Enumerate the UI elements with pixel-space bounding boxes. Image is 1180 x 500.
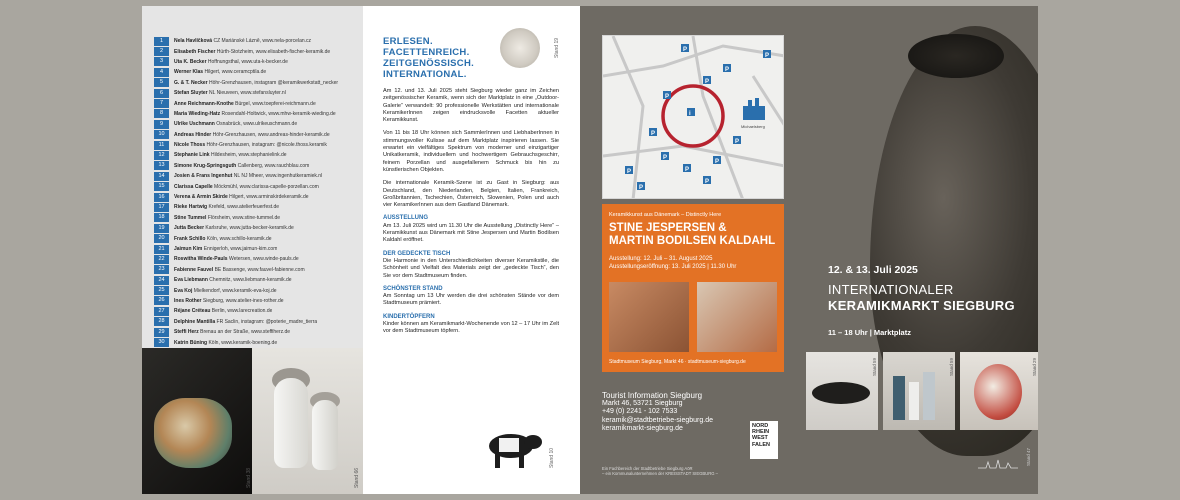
tourist-info [602, 392, 713, 433]
stand-number-badge: 17 [154, 203, 169, 212]
svg-text:P: P [705, 79, 710, 85]
exhibitor-text [174, 69, 266, 75]
exhibitor-text [174, 267, 305, 273]
exhibitor-info: Chemnitz, www.liebmann-keramik.de [209, 277, 292, 284]
exhibitor-info: Flörsheim, www.stine-tummel.de [207, 214, 281, 221]
exhibitor-text [174, 246, 277, 252]
svg-text:P: P [627, 169, 632, 175]
section-title: SCHÖNSTER STAND [383, 285, 443, 292]
hours-paragraph: Von 11 bis 18 Uhr können sich SammlerInnen und LiebhaberInnen in stimmungsvoller Kulisse auf dem Marktplatz inspirieren lassen. Sie erwartet ein vielfältiges Spektrum von moderner und einzigartiger Unikatkeramik, individuellem und hochwertigem Gebrauchsgeschirr, feinem Porzellan und ausgefallenem Schmuck bis hin zu künstlerischen Objekten. [383, 130, 559, 173]
tapir-figurine [483, 424, 543, 474]
exhibition-address: Stadtmuseum Siegburg, Markt 46 · stadtmuseum-siegburg.de [609, 359, 746, 365]
thumbnail-painted-jar [960, 352, 1038, 430]
stand-label: Stand 59 [872, 357, 877, 376]
exhibitor-name: Jaimun Kim [174, 246, 203, 252]
city-map [602, 35, 784, 199]
exhibitor-text [174, 225, 294, 231]
exhibitor-row [154, 213, 359, 223]
svg-text:P: P [715, 159, 720, 165]
exhibitor-text [174, 49, 330, 55]
exhibitor-info: FR Saclin, instagram: @poterie_madre_tierra [216, 318, 318, 325]
stand-number-badge: 16 [154, 193, 169, 202]
exhibitor-text [174, 319, 317, 325]
stand-number-badge: 9 [154, 120, 169, 129]
exhibitor-info: Köln, www.schillo-keramik.de [206, 235, 272, 242]
stand-number-badge: 4 [154, 68, 169, 77]
svg-text:P: P [765, 53, 770, 59]
exhibitor-row [154, 78, 359, 88]
exhibitor-row [154, 192, 359, 202]
stand-number-badge: 2 [154, 47, 169, 56]
stand-number-badge: 6 [154, 89, 169, 98]
exhibitor-name: Stefan Sluyter [174, 90, 208, 97]
exhibitor-info: Ennigerloh, www.jaimun-kim.com [203, 246, 278, 252]
exhibitor-row [154, 265, 359, 275]
exhibition-title [609, 222, 775, 248]
exhibitor-info: Siegburg, www.atelier-ines-rother.de [202, 297, 284, 304]
stand-number-badge: 15 [154, 182, 169, 191]
exhibitor-row [154, 36, 359, 46]
exhibitor-row [154, 233, 359, 243]
event-title-line: INTERNATIONALER [828, 282, 954, 297]
exhibitor-info: Höhr-Grenzhausen, instagram: @nicole.thoss.keramik [206, 142, 327, 149]
exhibitor-info: NL NJ Mheer, www.ingenhutkeramiek.nl [233, 173, 323, 180]
exhibitor-info: Hoffnungsthal, www.uta-k-becker.de [207, 58, 288, 65]
exhibitor-info: Bürgel, www.toepferei-reichmann.de [235, 100, 316, 107]
exhibitor-row [154, 46, 359, 56]
svg-text:P: P [725, 67, 730, 73]
event-date: 12. & 13. Juli 2025 [828, 264, 918, 276]
map-label: Michaelsberg [741, 124, 765, 129]
exhibitor-name: Fabienne Fauvel [174, 266, 214, 273]
exhibitor-row [154, 171, 359, 181]
exhibition-title-line: STINE JESPERSEN & [609, 222, 727, 234]
exhibitor-text [174, 111, 336, 117]
tourist-email[interactable]: keramik@stadtbetriebe-siegburg.de [602, 416, 713, 424]
stand-number-badge: 23 [154, 265, 169, 274]
svg-text:P: P [651, 131, 656, 137]
exhibitor-text [174, 173, 322, 179]
exhibitor-name: Eva Liebmann [174, 277, 208, 284]
stand-label: Stand 19 [554, 37, 560, 58]
exhibitor-row [154, 109, 359, 119]
stand-number-badge: 26 [154, 296, 169, 305]
stand-number-badge: 18 [154, 213, 169, 222]
exhibitor-name: Ines Rother [174, 297, 202, 304]
exhibitor-text [174, 90, 286, 96]
exhibitor-name: Réjane Créteau [174, 308, 211, 315]
exhibitor-name: Josien & Frans Ingenhut [174, 173, 233, 180]
event-title [828, 282, 1015, 314]
tourist-website[interactable]: keramikmarkt-siegburg.de [602, 424, 683, 432]
exhibitor-info: Hildesheim, www.stephanielink.de [210, 152, 287, 159]
stand-label: Stand 38 [246, 467, 252, 488]
exhibition-dates-line: Ausstellung: 12. Juli – 31. August 2025 [609, 256, 713, 262]
exhibitor-name: Maria Wieding-Hatz [174, 110, 221, 117]
exhibitor-text [174, 121, 297, 127]
stand-number-badge: 1 [154, 37, 169, 46]
porcelain-vessel [274, 378, 308, 468]
exhibitor-row [154, 161, 359, 171]
exhibitor-text [174, 80, 338, 86]
international-paragraph: Die internationale Keramik-Szene ist zu Gast in Siegburg: aus Deutschland, den Niederlanden, Belgien, Italien, Frankreich, Großbritannien, Tschechien, Österreich, Slowenien, Polen und auch vier KeramikerInnen aus dem Gastland Dänemark. [383, 180, 559, 209]
exhibitor-info: Callenberg, www.rauchblau.com [237, 162, 310, 169]
exhibitor-info: BE Bassenge, www.fauvel-fabienne.com [214, 266, 305, 273]
stand-number-badge: 20 [154, 234, 169, 243]
exhibitor-info: Hürth-Stotzheim, www.elisabeth-fischer-keramik.de [216, 48, 331, 55]
exhibitor-panel [142, 6, 363, 494]
event-title-line: KERAMIKMARKT SIEGBURG [828, 298, 1015, 313]
stand-label: Stand 59 [949, 357, 954, 376]
svg-text:P: P [665, 94, 670, 100]
stand-number-badge: 5 [154, 78, 169, 87]
exhibitor-row [154, 327, 359, 337]
stand-label: Stand 10 [549, 447, 555, 468]
thumbnail-dark-bowl [806, 352, 878, 430]
nrw-logo: NORD RHEIN WEST FALEN [750, 421, 778, 459]
map-drawing [603, 36, 784, 199]
exhibitor-name: Uta K. Becker [174, 58, 207, 65]
section-text: Am 13. Juli 2025 wird um 11.30 Uhr die Ausstellung „Distinctly Here“ – Keramikkunst aus Dänemark mit Stine Jespersen und Martin Bodilsen Kaldahl eröffnet. [383, 222, 559, 244]
tourist-phone: +49 (0) 2241 - 102 7533 [602, 408, 678, 416]
exhibitor-text [174, 236, 272, 242]
svg-text:P: P [683, 47, 688, 53]
exhibitor-info: Möckmühl, www.clarissa-capelle-porzellan.com [214, 183, 319, 190]
stand-number-badge: 3 [154, 57, 169, 66]
exhibitor-row [154, 98, 359, 108]
exhibitor-row [154, 119, 359, 129]
exhibitor-text [174, 163, 309, 169]
exhibitor-text [174, 256, 299, 262]
thumbnail-vases [883, 352, 955, 430]
section-text: Am Sonntag um 13 Uhr werden die drei schönsten Stände vor dem Stadtmuseum prämiert. [383, 293, 559, 307]
section-title: DER GEDECKTE TISCH [383, 250, 451, 257]
svg-text:P: P [705, 179, 710, 185]
exhibition-box [602, 204, 784, 372]
exhibitor-text [174, 329, 290, 335]
headline: ERLESEN. FACETTENREICH. ZEITGENÖSSISCH. INTERNATIONAL. [383, 36, 475, 80]
exhibitor-name: Rieke Hartwig [174, 204, 208, 211]
svg-text:P: P [663, 155, 668, 161]
exhibitor-info: Osnabrück, www.ulrikeuschmann.de [216, 121, 298, 128]
exhibitor-info: NL Nieuveen, www.stefansluyter.nl [209, 90, 286, 97]
exhibitor-name: Andreas Hinder [174, 131, 212, 138]
exhibitor-row [154, 140, 359, 150]
body-text [383, 88, 559, 342]
exhibitor-info: Höhr-Grenzhausen, www.andreas-hinder-keramik.de [212, 131, 330, 138]
exhibitor-row [154, 223, 359, 233]
exhibitor-info: Karlsruhe, www.jutta-becker-keramik.de [205, 225, 294, 232]
exhibitor-row [154, 296, 359, 306]
exhibitor-text [174, 101, 316, 107]
section-title: KINDERTÖPFERN [383, 313, 435, 320]
exhibition-subtitle: Keramikkunst aus Dänemark – Distinctly Here [609, 212, 722, 218]
exhibitor-row [154, 306, 359, 316]
exhibitor-name: Roswitha Winde-Pauls [174, 256, 228, 263]
exhibitor-name: Simone Krug-Springsguth [174, 162, 237, 169]
exhibitor-info: Höhr-Grenzhausen, instagram @keramikwerkstatt_necker [209, 79, 339, 86]
skyline-icon [978, 454, 1018, 470]
ceramic-bowl-photo [142, 348, 252, 494]
exhibitor-text [174, 340, 277, 346]
ceramics-photo-strip [142, 348, 363, 494]
stand-number-badge: 14 [154, 172, 169, 181]
exhibitor-row [154, 254, 359, 264]
exhibitor-info: Rosendahl-Holtwick, www.mhw-keramik-wieding.de [221, 110, 336, 117]
intro-paragraph: Am 12. und 13. Juli 2025 steht Siegburg wieder ganz im Zeichen zeitgenössischer Keramik, wenn sich der Marktplatz in eine „Outdoor-Galerie“ verwandelt: 90 professionelle Werkstätten und internationale KeramikerInnen zeigen eindrucksvolle Facetten aktueller Keramikkunst. [383, 88, 559, 124]
section-title: AUSSTELLUNG [383, 215, 428, 222]
stand-number-badge: 10 [154, 130, 169, 139]
exhibitor-name: Werner Klas [174, 69, 204, 76]
cover-panel [580, 6, 1038, 494]
exhibitor-name: Elisabeth Fischer [174, 48, 216, 55]
exhibitor-name: Jutta Becker [174, 225, 205, 232]
exhibitor-text [174, 288, 277, 294]
exhibitor-row [154, 88, 359, 98]
stand-number-badge: 7 [154, 99, 169, 108]
stand-number-badge: 24 [154, 276, 169, 285]
exhibition-photo-vessels [609, 282, 689, 352]
footer-note [602, 466, 718, 476]
thumbnail-strip [806, 352, 1038, 430]
exhibitor-name: Delphine Mantilla [174, 318, 216, 325]
exhibitor-info: Köln, www.keramik-boening.de [208, 339, 278, 346]
exhibitor-info: Mielkendorf, www.keramik-eva-koj.de [193, 287, 277, 294]
svg-text:i: i [689, 111, 691, 117]
exhibitor-name: Nela Havlíčková [174, 38, 213, 45]
footer-line: – ein Kommunalunternehmen der KREISSTADT SIEGBURG – [602, 471, 718, 476]
exhibitor-info: Krefeld, www.atelierfeuerfest.de [208, 204, 280, 211]
footer-line: Ein Fachbereich der Stadtbetriebe Siegburg AöR [602, 466, 693, 471]
exhibitor-text [174, 194, 309, 200]
stand-number-badge: 8 [154, 109, 169, 118]
exhibitor-name: Katrin Büning [174, 339, 208, 346]
exhibitor-name: Stine Tummel [174, 214, 207, 221]
svg-text:P: P [639, 185, 644, 191]
exhibitor-row [154, 285, 359, 295]
tourist-address: Markt 46, 53721 Siegburg [602, 400, 683, 408]
exhibitor-name: Stephanie Link [174, 152, 210, 159]
exhibition-photo-sculpture [697, 282, 777, 352]
exhibitor-name: Frank Schillo [174, 235, 206, 242]
exhibitor-text [174, 204, 279, 210]
exhibitor-text [174, 142, 327, 148]
exhibitor-text [174, 184, 319, 190]
stand-number-badge: 19 [154, 224, 169, 233]
exhibitor-name: Eva Koj [174, 287, 193, 294]
exhibitor-text [174, 298, 284, 304]
svg-text:P: P [735, 139, 740, 145]
section-text: Kinder können am Keramikmarkt-Wochenende von 12 – 17 Uhr im Zelt vor dem Stadtmuseum töpfern. [383, 321, 559, 335]
exhibitor-text [174, 132, 330, 138]
exhibitor-text [174, 59, 288, 65]
exhibition-dates-line: Ausstellungseröffnung: 13. Juli 2025 | 11.30 Uhr [609, 263, 737, 270]
exhibitor-list [154, 36, 359, 348]
exhibitor-row [154, 202, 359, 212]
exhibitor-name: Verena & Armin Skirde [174, 194, 228, 201]
stand-number-badge: 30 [154, 338, 169, 347]
exhibitor-info: Hilgert, www.ceramcptila.de [204, 69, 267, 76]
section-text: Die Harmonie in den Unterschiedlichkeiten diverser Keramikstile, die Schönheit und Vielfalt des Materials zeigt der „gedeckte Tisch“, den Sie vor dem Stadtmuseum finden. [383, 257, 559, 279]
exhibitor-row [154, 337, 359, 347]
exhibitor-name: G. & T. Necker [174, 79, 208, 86]
tourist-heading: Tourist Information Siegburg [602, 391, 703, 400]
exhibitor-text [174, 152, 287, 158]
stand-number-badge: 29 [154, 328, 169, 337]
exhibitor-row [154, 275, 359, 285]
stand-number-badge: 11 [154, 141, 169, 150]
porcelain-vessels-photo [252, 348, 363, 494]
exhibitor-row [154, 57, 359, 67]
exhibitor-row [154, 244, 359, 254]
exhibitor-text [174, 38, 311, 44]
exhibitor-text [174, 277, 292, 283]
exhibitor-row [154, 150, 359, 160]
stand-number-badge: 13 [154, 161, 169, 170]
porcelain-vessel [312, 400, 338, 470]
stand-number-badge: 28 [154, 317, 169, 326]
exhibitor-name: Nicole Thoss [174, 142, 206, 149]
exhibitor-row [154, 130, 359, 140]
ceramic-bowl [154, 398, 232, 468]
exhibitor-name: Clarissa Capelle [174, 183, 213, 190]
exhibitor-info: Berlin, www.larecreation.de [211, 308, 273, 315]
exhibitor-row [154, 317, 359, 327]
stand-number-badge: 25 [154, 286, 169, 295]
exhibitor-name: Steffi Herz [174, 329, 199, 336]
stand-number-badge: 21 [154, 245, 169, 254]
exhibitor-row [154, 67, 359, 77]
stand-number-badge: 27 [154, 307, 169, 316]
exhibitor-row [154, 181, 359, 191]
stand-label: Stand 47 [1026, 447, 1031, 466]
exhibitor-text [174, 215, 280, 221]
stand-label: Stand 29 [1032, 357, 1037, 376]
svg-text:P: P [685, 167, 690, 173]
event-time: 11 – 18 Uhr | Marktplatz [828, 328, 911, 337]
exhibitor-info: CZ Mariánské Lázně, www.nela-porcelan.cz [213, 38, 312, 45]
exhibition-title-line: MARTIN BODILSEN KALDAHL [609, 235, 776, 247]
exhibition-dates [609, 256, 736, 271]
exhibitor-info: Wetersen, www.winde-pauls.de [228, 256, 299, 263]
stand-number-badge: 22 [154, 255, 169, 264]
exhibitor-text [174, 308, 272, 314]
info-panel [363, 6, 580, 494]
exhibitor-name: Ulrike Uschmann [174, 121, 215, 128]
ceramic-plate-photo [500, 28, 540, 68]
exhibitor-info: Brenau an der Straße, www.steffiherz.de [200, 329, 291, 336]
exhibitor-name: Anne Reichmann-Knothe [174, 100, 234, 107]
stand-number-badge: 12 [154, 151, 169, 160]
stand-label: Stand 66 [354, 467, 360, 488]
exhibitor-info: Hilgert, www.arminskirdekeramik.de [229, 194, 309, 201]
